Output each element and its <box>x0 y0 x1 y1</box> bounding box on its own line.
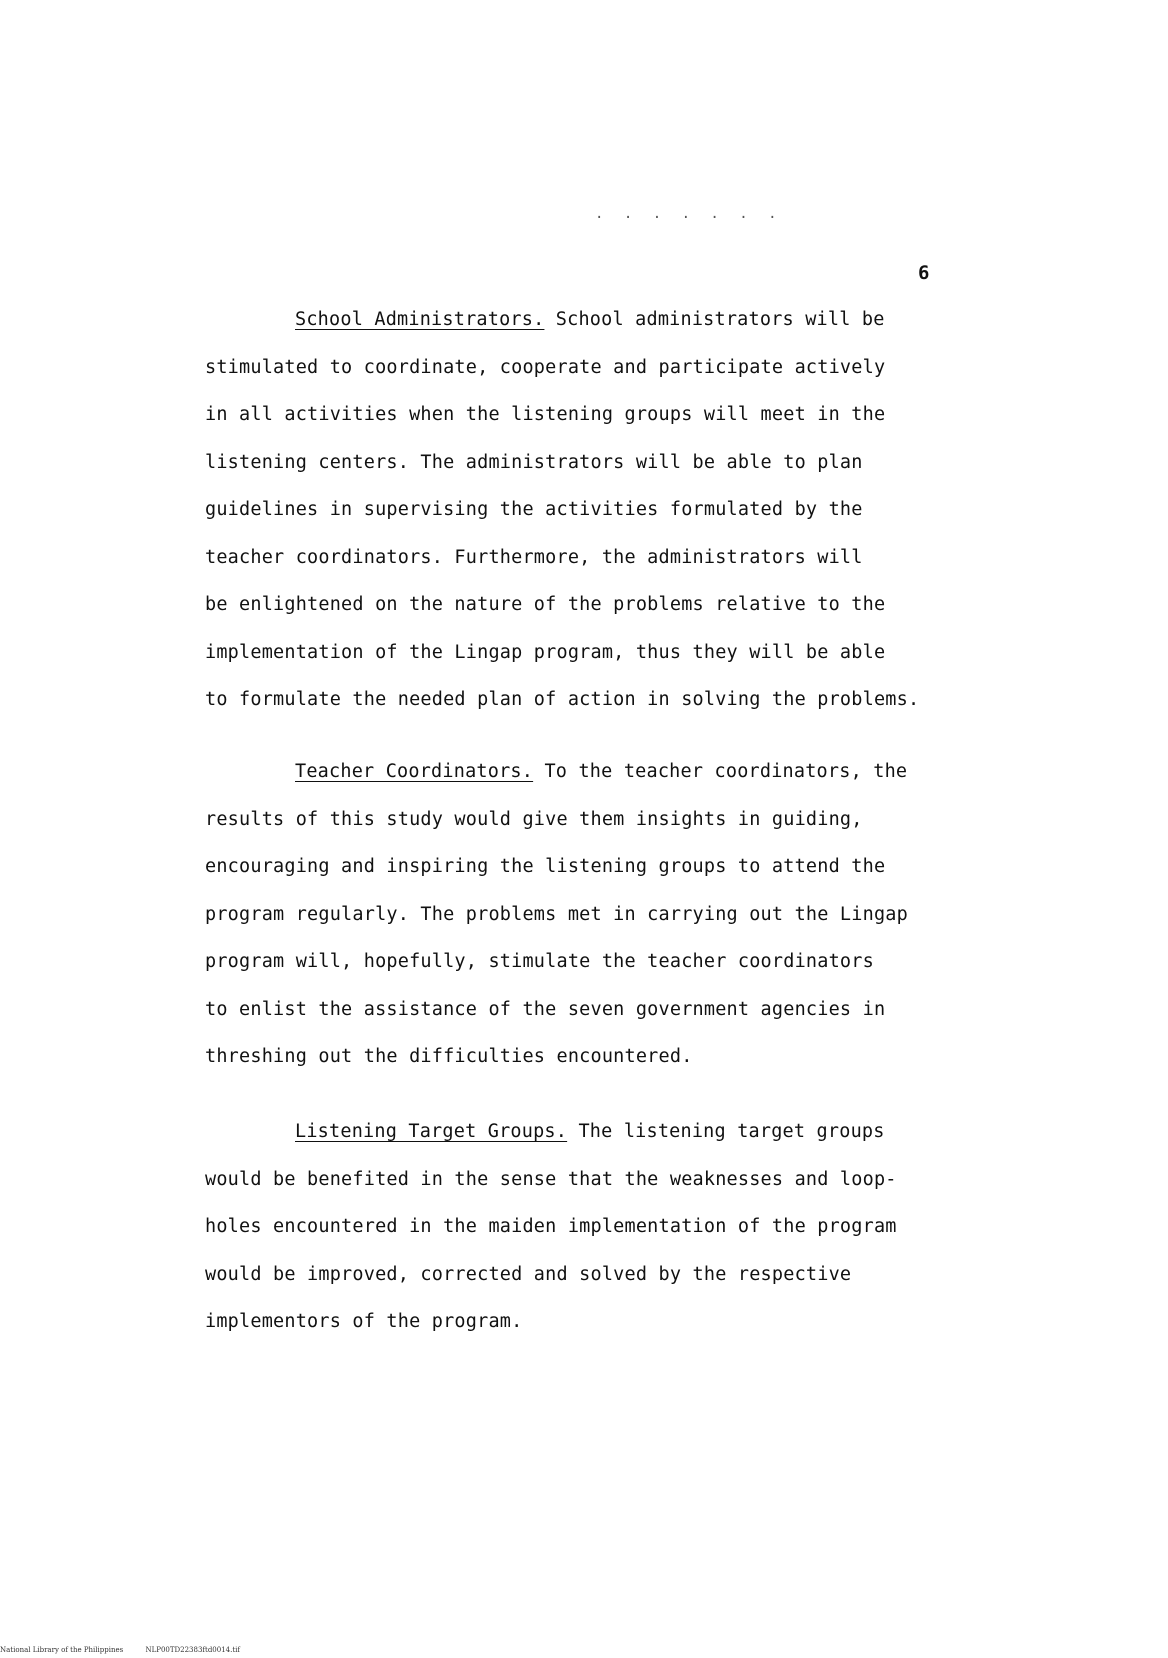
paragraph-line: implementors of the program. <box>205 1311 523 1332</box>
paragraph-text: To the teacher coordinators, the <box>533 761 908 782</box>
paragraph-first-line <box>205 1108 965 1156</box>
section-heading: Teacher Coordinators. <box>295 761 534 782</box>
paragraph-line: teacher coordinators. Furthermore, the administrators will <box>205 546 863 568</box>
paragraph-line: threshing out the difficulties encountered. <box>205 1046 693 1067</box>
paragraph-line: program regularly. The problems met in carrying out the Lingap <box>205 903 908 925</box>
footer-filename: NLP00TD22383ftd0014.tif <box>145 1646 240 1654</box>
paragraph-line: be enlightened on the nature of the problems relative to the <box>205 594 886 615</box>
paragraph-line: results of this study would give them insights in guiding, <box>205 808 863 830</box>
paragraph-line: to enlist the assistance of the seven government agencies in <box>205 998 886 1020</box>
section-heading: School Administrators. <box>295 309 545 330</box>
section-teacher-coordinators <box>205 748 965 1081</box>
paragraph-line: would be improved, corrected and solved by the respective <box>205 1263 852 1285</box>
paragraph-first-line <box>205 296 965 344</box>
stray-dots: . . . . . . . <box>595 206 783 222</box>
page-number: 6 <box>918 262 930 284</box>
paragraph-text: The listening target groups <box>567 1121 885 1142</box>
paragraph-line: in all activities when the listening groups will meet in the <box>205 404 886 425</box>
paragraph-text: School administrators will be <box>544 309 885 330</box>
paragraph-line: encouraging and inspiring the listening groups to attend the <box>205 856 886 877</box>
section-school-administrators <box>205 296 965 724</box>
paragraph-line: program will, hopefully, stimulate the teacher coordinators <box>205 951 874 972</box>
footer-library: National Library of the Philippines <box>0 1646 124 1654</box>
paragraph-line: holes encountered in the maiden implementation of the program <box>205 1216 897 1237</box>
paragraph-line: implementation of the Lingap program, thus they will be able <box>205 641 886 663</box>
paragraph-line: would be benefited in the sense that the weaknesses and loop- <box>205 1168 897 1190</box>
paragraph-line: guidelines in supervising the activities formulated by the <box>205 499 863 520</box>
paragraph-line: stimulated to coordinate, cooperate and participate actively <box>205 356 886 378</box>
scan-footer <box>0 1646 260 1654</box>
section-listening-target-groups <box>205 1108 965 1346</box>
paragraph-line: to formulate the needed plan of action in solving the problems. <box>205 689 920 710</box>
section-heading: Listening Target Groups. <box>295 1121 568 1142</box>
paragraph-line: listening centers. The administrators will be able to plan <box>205 451 863 473</box>
paragraph-first-line <box>205 748 965 796</box>
